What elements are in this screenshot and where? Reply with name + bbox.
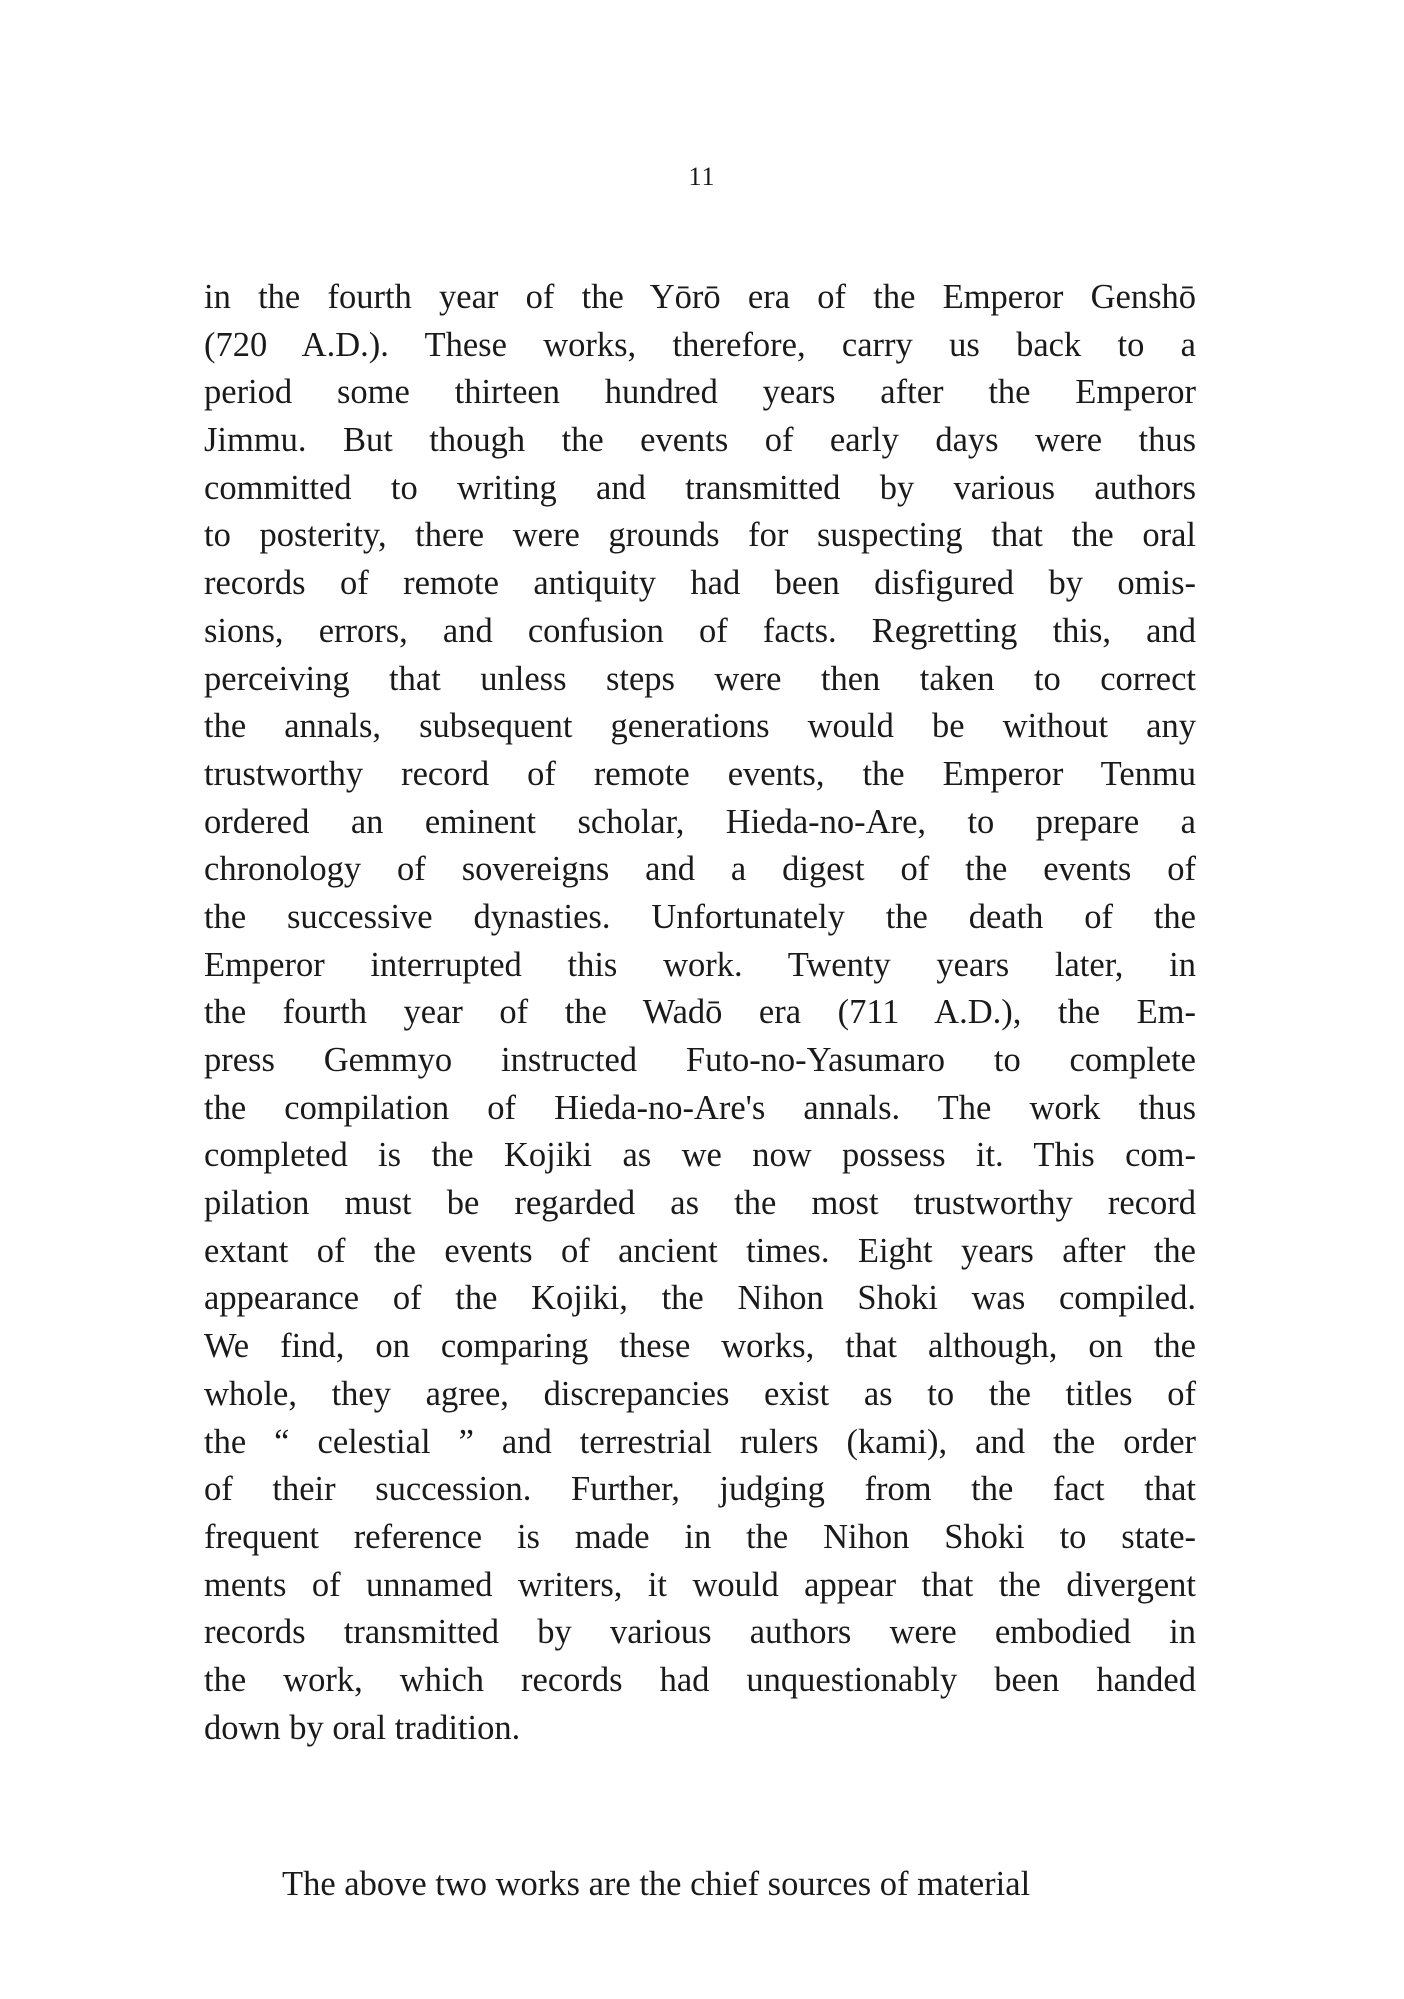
paragraph-2-line: The above two works are the chief sources of material: [282, 1865, 1031, 1903]
paragraph-1-line: ordered an eminent scholar, Hieda-no-Are, to prepare a: [204, 802, 1196, 841]
page-number: 11: [688, 162, 716, 191]
paragraph-1-line: appearance of the Kojiki, the Nihon Shoki was compiled.: [204, 1279, 1196, 1318]
paragraph-1-line: whole, they agree, discrepancies exist as to the titles of: [204, 1374, 1196, 1413]
paragraph-1-line: (720 A.D.). These works, therefore, carry us back to a: [204, 325, 1196, 364]
paragraph-1-line: to posterity, there were grounds for suspecting that the oral: [204, 516, 1196, 555]
paragraph-1-line: the annals, subsequent generations would be without any: [204, 707, 1196, 746]
paragraph-1-line: frequent reference is made in the Nihon Shoki to state-: [204, 1517, 1196, 1556]
paragraph-1-line: of their succession. Further, judging from the fact that: [204, 1470, 1196, 1509]
paragraph-2: [204, 1861, 1196, 1909]
paragraph-1-line: sions, errors, and confusion of facts. Regretting this, and: [204, 611, 1196, 650]
paragraph-1-line: the fourth year of the Wadō era (711 A.D.), the Em-: [204, 993, 1196, 1032]
paragraph-1-line: We find, on comparing these works, that although, on the: [204, 1327, 1196, 1366]
paragraph-1-line: committed to writing and transmitted by various authors: [204, 468, 1196, 507]
paragraph-1-line: ments of unnamed writers, it would appear that the divergent: [204, 1565, 1196, 1604]
paragraph-1-line: chronology of sovereigns and a digest of the events of: [204, 850, 1196, 889]
paragraph-1-line: perceiving that unless steps were then taken to correct: [204, 659, 1196, 698]
paragraph-1-line: completed is the Kojiki as we now possess it. This com-: [204, 1136, 1196, 1175]
paragraph-1-line: records of remote antiquity had been disfigured by omis-: [204, 564, 1196, 603]
paragraph-1-line: the work, which records had unquestionably been handed: [204, 1660, 1196, 1699]
paragraph-1-line: the successive dynasties. Unfortunately the death of the: [204, 897, 1196, 936]
paragraph-1-line: press Gemmyo instructed Futo-no-Yasumaro to complete: [204, 1041, 1196, 1079]
paragraph-1-line: Jimmu. But though the events of early days were thus: [204, 421, 1196, 460]
paragraph-1-line: records transmitted by various authors were embodied in: [204, 1613, 1196, 1652]
paragraph-1-line: down by oral tradition.: [204, 1708, 521, 1747]
paragraph-1-line: period some thirteen hundred years after the Emperor: [204, 373, 1196, 412]
paragraph-1-line: pilation must be regarded as the most trustworthy record: [204, 1184, 1196, 1223]
paragraph-1-line: the “ celestial ” and terrestrial rulers (kami), and the order: [204, 1422, 1196, 1461]
paragraph-1: [204, 274, 1196, 1752]
paragraph-1-line: trustworthy record of remote events, the Emperor Tenmu: [204, 754, 1196, 793]
paragraph-1-line: the compilation of Hieda-no-Are's annals. The work thus: [204, 1088, 1196, 1127]
paragraph-1-line: extant of the events of ancient times. Eight years after the: [204, 1231, 1196, 1270]
paragraph-1-line: in the fourth year of the Yōrō era of the Emperor Genshō: [204, 278, 1196, 316]
paragraph-1-line: Emperor interrupted this work. Twenty years later, in: [204, 945, 1196, 984]
